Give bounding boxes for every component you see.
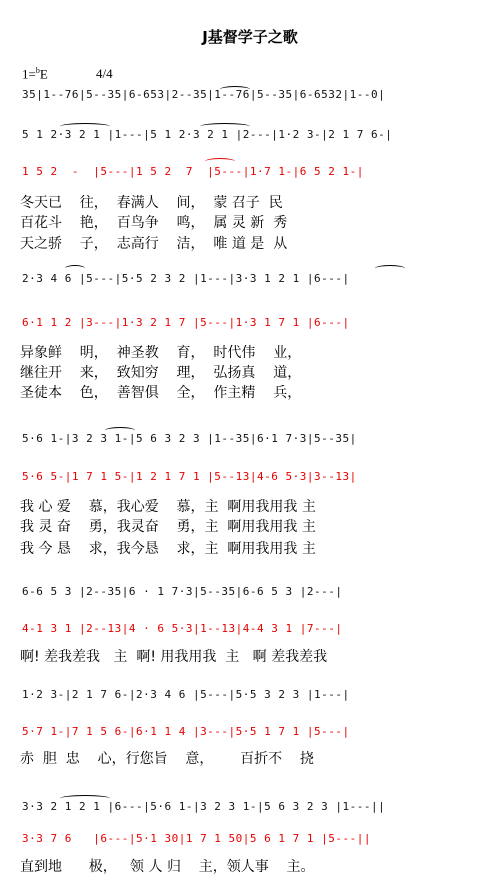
slur [65, 265, 85, 272]
lyric-line-11: 赤 胆 忠 心，行您旨 意， 百折不 挠 [20, 751, 314, 767]
notation-line-5: 6·1 1 2 |3---|1·3 2 1 7 |5---|1·3 1 7 1 |6---| [22, 316, 350, 329]
lyric-line-2: 百花斗 艳， 百鸟争 鸣， 属 灵 新 秀 [20, 215, 288, 231]
notation-line-7: 5·6 5-|1 7 1 5-|1 2 1 7 1 |5--13|4-6 5·3|3--13| [22, 470, 357, 483]
notation-line-4: 2·3 4 6 |5---|5·5 2 3 2 |1---|3·3 1 2 1 |6---| [22, 272, 350, 285]
notation-line-12: 3·3 2 1 2 1 |6---|5·6 1-|3 2 3 1-|5 6 3 2 3 |1---|| [22, 800, 386, 813]
lyric-line-1: 冬天已 往， 春满人 间， 蒙 召子 民 [20, 195, 283, 211]
notation-line-6: 5·6 1-|3 2 3 1-|5 6 3 2 3 |1--35|6·1 7·3|5--35| [22, 432, 357, 445]
notation-line-10: 1·2 3-|2 1 7 6-|2·3 4 6 |5---|5·5 3 2 3 |1---| [22, 688, 350, 701]
notation-line-9: 4-1 3 1 |2--13|4 · 6 5·3|1--13|4-4 3 1 |7---| [22, 622, 343, 635]
lyric-line-9: 我 今 恳 求，我今恳 求，主 啊用我用我 主 [20, 541, 316, 557]
lyric-line-3: 天之骄 子， 志高行 洁， 唯 道 是 从 [20, 236, 288, 252]
slur [60, 123, 110, 130]
slur [220, 86, 250, 93]
lyric-line-10: 啊! 差我差我 主 啊! 用我用我 主 啊 差我差我 [20, 649, 328, 665]
slur [205, 158, 235, 165]
slur [60, 795, 110, 802]
lyric-line-5: 继往开 来， 致知穷 理， 弘扬真 道， [20, 365, 302, 381]
slur [105, 427, 135, 434]
notation-line-13: 3·3 7 6 |6---|5·1 30|1 7 1 50|5 6 1 7 1 |5---|| [22, 832, 372, 845]
lyric-line-6: 圣徒本 色， 善智俱 全， 作主精 兵， [20, 385, 302, 401]
lyric-line-12: 直到地 极， 领 人 归 主，领人事 主。 [20, 859, 315, 875]
notation-line-2: 5 1 2·3 2 1 |1---|5 1 2·3 2 1 |2---|1·2 3-|2 1 7 6-| [22, 128, 393, 141]
lyric-line-7: 我 心 爱 慕，我心爱 慕，主 啊用我用我 主 [20, 499, 316, 515]
lyric-line-4: 异象鲜 明， 神圣教 育， 时代伟 业， [20, 345, 302, 361]
lyric-line-8: 我 灵 奋 勇，我灵奋 勇，主 啊用我用我 主 [20, 519, 316, 535]
notation-line-1: 35|1--76|5--35|6-653|2--35|1--76|5--35|6-6532|1--0| [22, 88, 386, 101]
slur [375, 265, 405, 272]
notation-line-11: 5·7 1-|7 1 5 6-|6·1 1 4 |3---|5·5 1 7 1 |5---| [22, 725, 350, 738]
notation-line-3: 1 5 2 - |5---|1 5 2 7 |5---|1·7 1-|6 5 2 1-| [22, 165, 364, 178]
time-signature: 4/4 [96, 66, 113, 81]
slur [200, 123, 250, 130]
song-title: J基督学子之歌 [202, 28, 298, 46]
key-signature: 1=$^b$E [22, 66, 48, 82]
notation-line-8: 6-6 5 3 |2--35|6 · 1 7·3|5--35|6-6 5 3 |2---| [22, 585, 343, 598]
